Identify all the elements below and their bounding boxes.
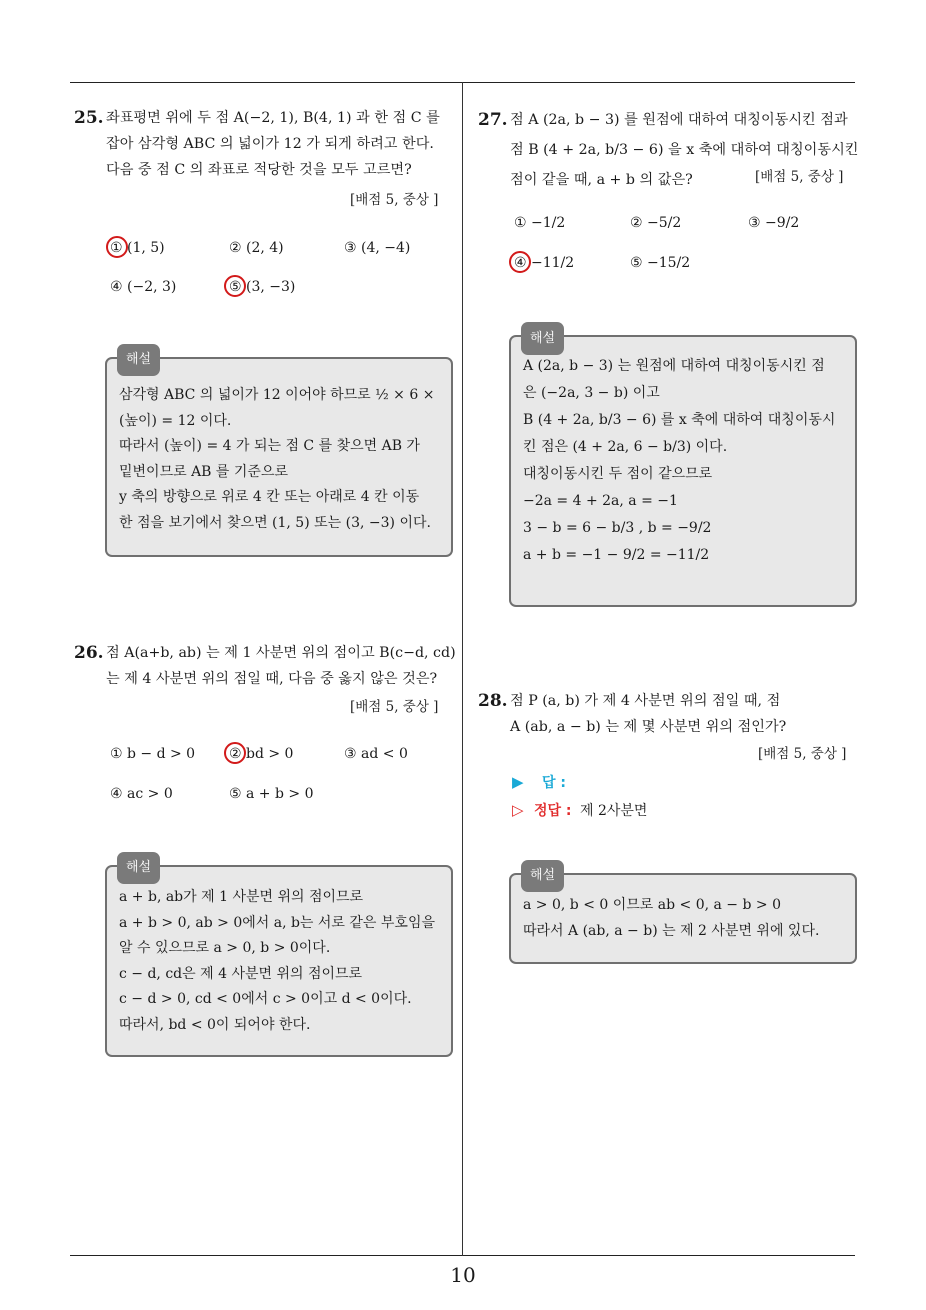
question-number: 27. [478, 110, 508, 130]
score-tag: [배점 5, 중상 ] [755, 169, 844, 185]
solution-line: 대칭이동시킨 두 점이 같으므로 [523, 466, 713, 482]
choice-4[interactable]: ④ −11/2 [514, 255, 575, 271]
solution-line: a + b, ab가 제 1 사분면 위의 점이므로 [119, 889, 364, 905]
choice-5[interactable]: ⑤ (3, −3) [229, 279, 296, 295]
solution-box [105, 860, 453, 1057]
choice-5[interactable]: ⑤ −15/2 [630, 255, 691, 271]
question-text-line: 점 B (4 + 2a, b/3 − 6) 을 x 축에 대하여 대칭이동시킨 [510, 142, 859, 158]
column-divider [462, 82, 463, 1256]
choice-3[interactable]: ③ ad < 0 [344, 746, 408, 762]
solution-line: a + b = −1 − 9/2 = −11/2 [523, 547, 710, 563]
question-number: 26. [74, 643, 104, 663]
question-25 [74, 105, 456, 183]
choice-5[interactable]: ⑤ a + b > 0 [229, 786, 314, 802]
outline-play-icon: ▷ [512, 801, 524, 819]
choice-1[interactable]: ① b − d > 0 [110, 746, 196, 762]
question-28 [478, 688, 860, 740]
solution-line: 은 (−2a, 3 − b) 이고 [523, 385, 660, 401]
solution-line: 따라서 (높이) = 4 가 되는 점 C 를 찾으면 AB 가 [119, 438, 420, 454]
selected-circle-mark [224, 275, 246, 297]
solution-box [509, 331, 857, 607]
solution-line: −2a = 4 + 2a, a = −1 [523, 493, 678, 509]
question-text-line: 다음 중 점 C 의 좌표로 적당한 것을 모두 고르면? [106, 162, 412, 178]
solution-box [509, 868, 857, 964]
selected-circle-mark [224, 742, 246, 764]
choice-4[interactable]: ④ ac > 0 [110, 786, 173, 802]
solution-line: (높이) = 12 이다. [119, 412, 232, 429]
choice-3[interactable]: ③ −9/2 [748, 215, 800, 231]
question-text-line: A (ab, a − b) 는 제 몇 사분면 위의 점인가? [510, 719, 787, 735]
correct-answer-label: 정답 : [534, 803, 572, 819]
question-text-line: 점 A (2a, b − 3) 를 원점에 대하여 대칭이동시킨 점과 [510, 112, 848, 128]
solution-label: 해설 [521, 860, 564, 892]
selected-circle-mark [509, 251, 531, 273]
question-text-line: 잡아 삼각형 ABC 의 넓이가 12 가 되게 하려고 한다. [106, 136, 434, 152]
solution-label: 해설 [117, 852, 160, 884]
choice-2[interactable]: ② bd > 0 [229, 746, 294, 762]
score-tag: [배점 5, 중상 ] [758, 746, 847, 762]
score-tag: [배점 5, 중상 ] [350, 699, 439, 715]
solution-line: 따라서 A (ab, a − b) 는 제 2 사분면 위에 있다. [523, 922, 820, 939]
question-26 [74, 640, 456, 692]
choice-1[interactable]: ① (1, 5) [110, 240, 165, 256]
question-text-line: 점 A(a+b, ab) 는 제 1 사분면 위의 점이고 B(c−d, cd) [106, 645, 456, 661]
question-text-line: 좌표평면 위에 두 점 A(−2, 1), B(4, 1) 과 한 점 C 를 [106, 110, 440, 126]
solution-line: y 축의 방향으로 위로 4 칸 또는 아래로 4 칸 이동 [119, 489, 420, 505]
solution-line: A (2a, b − 3) 는 원점에 대하여 대칭이동시킨 점 [523, 358, 825, 374]
solution-label: 해설 [521, 322, 564, 355]
page-number: 10 [450, 1263, 476, 1287]
solution-line: c − d, cd은 제 4 사분면 위의 점이므로 [119, 965, 363, 982]
question-text-line: 점이 같을 때, a + b 의 값은? [510, 172, 693, 188]
solution-line: 한 점을 보기에서 찾으면 (1, 5) 또는 (3, −3) 이다. [119, 514, 431, 531]
correct-answer-row [512, 800, 647, 820]
choice-2[interactable]: ② (2, 4) [229, 240, 284, 256]
solution-box [105, 352, 453, 557]
score-tag: [배점 5, 중상 ] [350, 192, 439, 208]
solution-label: 해설 [117, 344, 160, 376]
solution-line: 삼각형 ABC 의 넓이가 12 이어야 하므로 ½ × 6 × [119, 387, 435, 403]
solution-line: 알 수 있으므로 a > 0, b > 0이다. [119, 940, 331, 956]
choice-4[interactable]: ④ (−2, 3) [110, 279, 177, 295]
question-text-line: 는 제 4 사분면 위의 점일 때, 다음 중 옳지 않은 것은? [106, 671, 438, 687]
solution-line: a > 0, b < 0 이므로 ab < 0, a − b > 0 [523, 897, 781, 913]
choice-3[interactable]: ③ (4, −4) [344, 240, 411, 256]
solution-line: 3 − b = 6 − b/3 , b = −9/2 [523, 520, 712, 536]
question-number: 25. [74, 108, 104, 128]
question-number: 28. [478, 691, 508, 711]
answer-label: 답 : [542, 775, 566, 791]
solution-line: 킨 점은 (4 + 2a, 6 − b/3) 이다. [523, 439, 728, 455]
solution-line: 밑변이므로 AB 를 기준으로 [119, 463, 288, 480]
solution-line: 따라서, bd < 0이 되어야 한다. [119, 1016, 311, 1033]
choice-1[interactable]: ① −1/2 [514, 215, 566, 231]
solution-line: c − d > 0, cd < 0에서 c > 0이고 d < 0이다. [119, 991, 412, 1007]
correct-answer-value: 제 2사분면 [579, 803, 648, 819]
play-icon: ▶ [512, 773, 524, 791]
question-text-line: 점 P (a, b) 가 제 4 사분면 위의 점일 때, 점 [510, 693, 781, 709]
answer-row [512, 772, 696, 792]
solution-line: a + b > 0, ab > 0에서 a, b는 서로 같은 부호임을 [119, 914, 435, 931]
choice-2[interactable]: ② −5/2 [630, 215, 682, 231]
selected-circle-mark [106, 236, 128, 258]
solution-line: B (4 + 2a, b/3 − 6) 를 x 축에 대하여 대칭이동시 [523, 412, 836, 428]
